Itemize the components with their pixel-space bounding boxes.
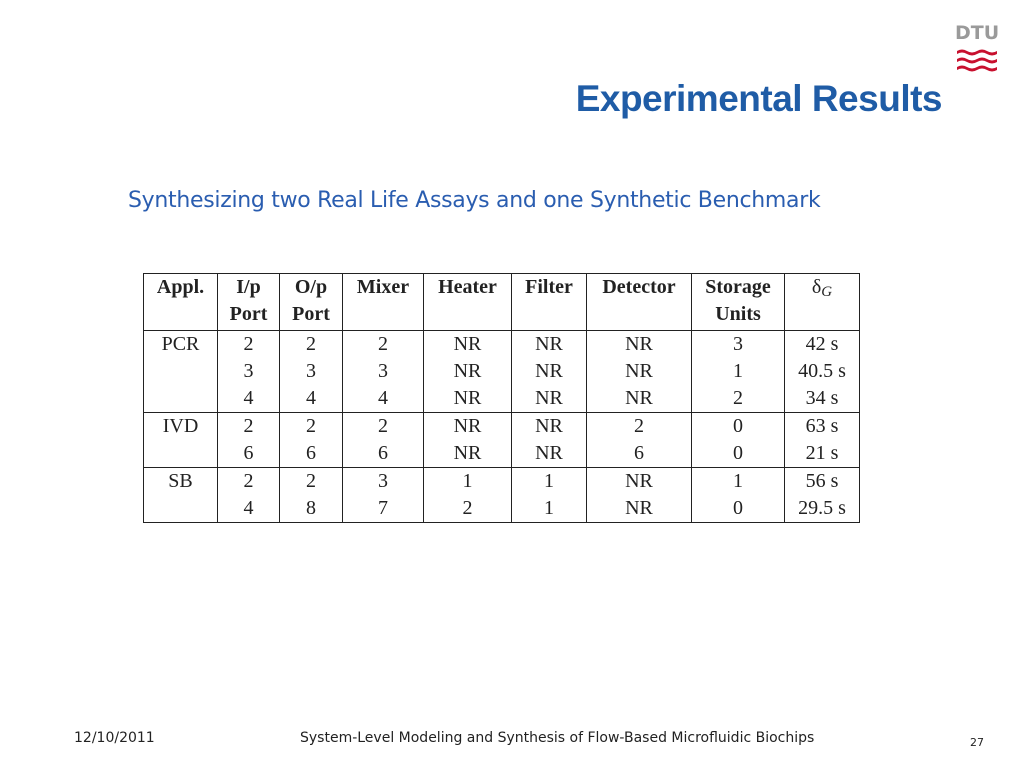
page-number: 27 — [970, 736, 984, 749]
cell-appl: IVD — [144, 413, 218, 468]
results-table-wrapper — [143, 273, 860, 523]
cell-value: 1 — [544, 497, 554, 519]
cell-value: 8 — [306, 497, 316, 519]
cell-value: NR — [535, 360, 563, 382]
cell-detector — [587, 331, 692, 413]
cell-value: 2 — [306, 333, 316, 355]
slide-title: Experimental Results — [575, 78, 942, 119]
cell-filter — [512, 413, 587, 468]
cell-ip — [218, 331, 280, 413]
table-row — [144, 468, 860, 523]
header-op-port: O/p Port — [280, 274, 343, 331]
cell-value: 6 — [378, 442, 388, 464]
cell-value: 4 — [306, 387, 316, 409]
cell-value: NR — [453, 415, 482, 437]
header-delta-g — [785, 274, 860, 331]
results-table — [143, 273, 860, 523]
cell-ip — [218, 468, 280, 523]
cell-value: 2 — [634, 415, 644, 437]
cell-value: 2 — [306, 470, 316, 492]
cell-value: NR — [453, 360, 482, 382]
cell-value: NR — [535, 415, 563, 437]
cell-value: 3 — [378, 470, 388, 492]
cell-value: NR — [625, 360, 653, 382]
cell-value: 4 — [243, 497, 254, 519]
cell-value: 1 — [462, 470, 473, 492]
dtu-waves-icon — [957, 48, 997, 74]
footer-title: System-Level Modeling and Synthesis of Flow-Based Microfluidic Biochips — [300, 730, 815, 746]
header-mixer: Mixer — [343, 274, 424, 331]
header-filter: Filter — [512, 274, 587, 331]
cell-value: 56 s — [805, 470, 839, 492]
table-header-row — [144, 274, 860, 331]
cell-appl: PCR — [144, 331, 218, 413]
cell-value: 63 s — [805, 415, 839, 437]
cell-value: NR — [535, 333, 563, 355]
cell-value: 6 — [634, 442, 644, 464]
cell-delta — [785, 468, 860, 523]
cell-ip — [218, 413, 280, 468]
cell-value: 0 — [733, 415, 743, 437]
cell-value: 2 — [243, 333, 254, 355]
cell-value: 29.5 s — [798, 497, 846, 519]
header-appl: Appl. — [144, 274, 218, 331]
cell-value: 1 — [544, 470, 554, 492]
cell-value: 1 — [733, 470, 743, 492]
header-storage-units: Storage Units — [692, 274, 785, 331]
logo-text: DTU — [955, 22, 1000, 44]
cell-value: 21 s — [805, 442, 839, 464]
cell-value: NR — [535, 442, 563, 464]
cell-value: 2 — [306, 415, 316, 437]
cell-op — [280, 413, 343, 468]
cell-detector — [587, 468, 692, 523]
cell-value: NR — [625, 497, 653, 519]
cell-value: 2 — [243, 470, 254, 492]
table-body — [144, 331, 860, 523]
cell-heater — [424, 331, 512, 413]
cell-detector — [587, 413, 692, 468]
cell-value: NR — [453, 442, 482, 464]
cell-value: 4 — [378, 387, 388, 409]
cell-value: NR — [625, 387, 653, 409]
cell-value: 2 — [243, 415, 254, 437]
cell-appl: SB — [144, 468, 218, 523]
cell-value: 1 — [733, 360, 743, 382]
cell-filter — [512, 331, 587, 413]
cell-value: 40.5 s — [798, 360, 846, 382]
dtu-logo — [955, 22, 999, 78]
cell-mixer — [343, 413, 424, 468]
header-ip-port: I/p Port — [218, 274, 280, 331]
cell-value: 2 — [462, 497, 473, 519]
cell-value: 0 — [733, 442, 743, 464]
table-row — [144, 331, 860, 413]
cell-value: 4 — [243, 387, 254, 409]
cell-mixer — [343, 331, 424, 413]
cell-value: 3 — [733, 333, 743, 355]
table-row — [144, 413, 860, 468]
cell-value: 3 — [306, 360, 316, 382]
cell-value: 0 — [733, 497, 743, 519]
cell-storage — [692, 331, 785, 413]
delta-subscript: G — [821, 284, 833, 300]
cell-delta — [785, 331, 860, 413]
cell-value: 2 — [378, 415, 388, 437]
cell-value: NR — [535, 387, 563, 409]
cell-value: 2 — [733, 387, 743, 409]
slide-subtitle: Synthesizing two Real Life Assays and one Synthetic Benchmark — [128, 188, 821, 213]
header-heater: Heater — [424, 274, 512, 331]
cell-value: 2 — [378, 333, 388, 355]
cell-op — [280, 468, 343, 523]
cell-value: 3 — [243, 360, 254, 382]
cell-filter — [512, 468, 587, 523]
cell-value: NR — [625, 333, 653, 355]
cell-storage — [692, 413, 785, 468]
cell-value: 6 — [243, 442, 254, 464]
cell-value: NR — [453, 387, 482, 409]
delta-symbol: δ — [811, 276, 822, 298]
cell-heater — [424, 468, 512, 523]
cell-value: 7 — [378, 497, 388, 519]
cell-value: 3 — [378, 360, 388, 382]
cell-value: NR — [453, 333, 482, 355]
cell-mixer — [343, 468, 424, 523]
cell-value: 42 s — [805, 333, 839, 355]
cell-value: 34 s — [805, 387, 839, 409]
footer-date: 12/10/2011 — [74, 730, 155, 746]
cell-delta — [785, 413, 860, 468]
header-detector: Detector — [587, 274, 692, 331]
cell-op — [280, 331, 343, 413]
cell-value: NR — [625, 470, 653, 492]
cell-storage — [692, 468, 785, 523]
cell-value: 6 — [306, 442, 316, 464]
cell-heater — [424, 413, 512, 468]
